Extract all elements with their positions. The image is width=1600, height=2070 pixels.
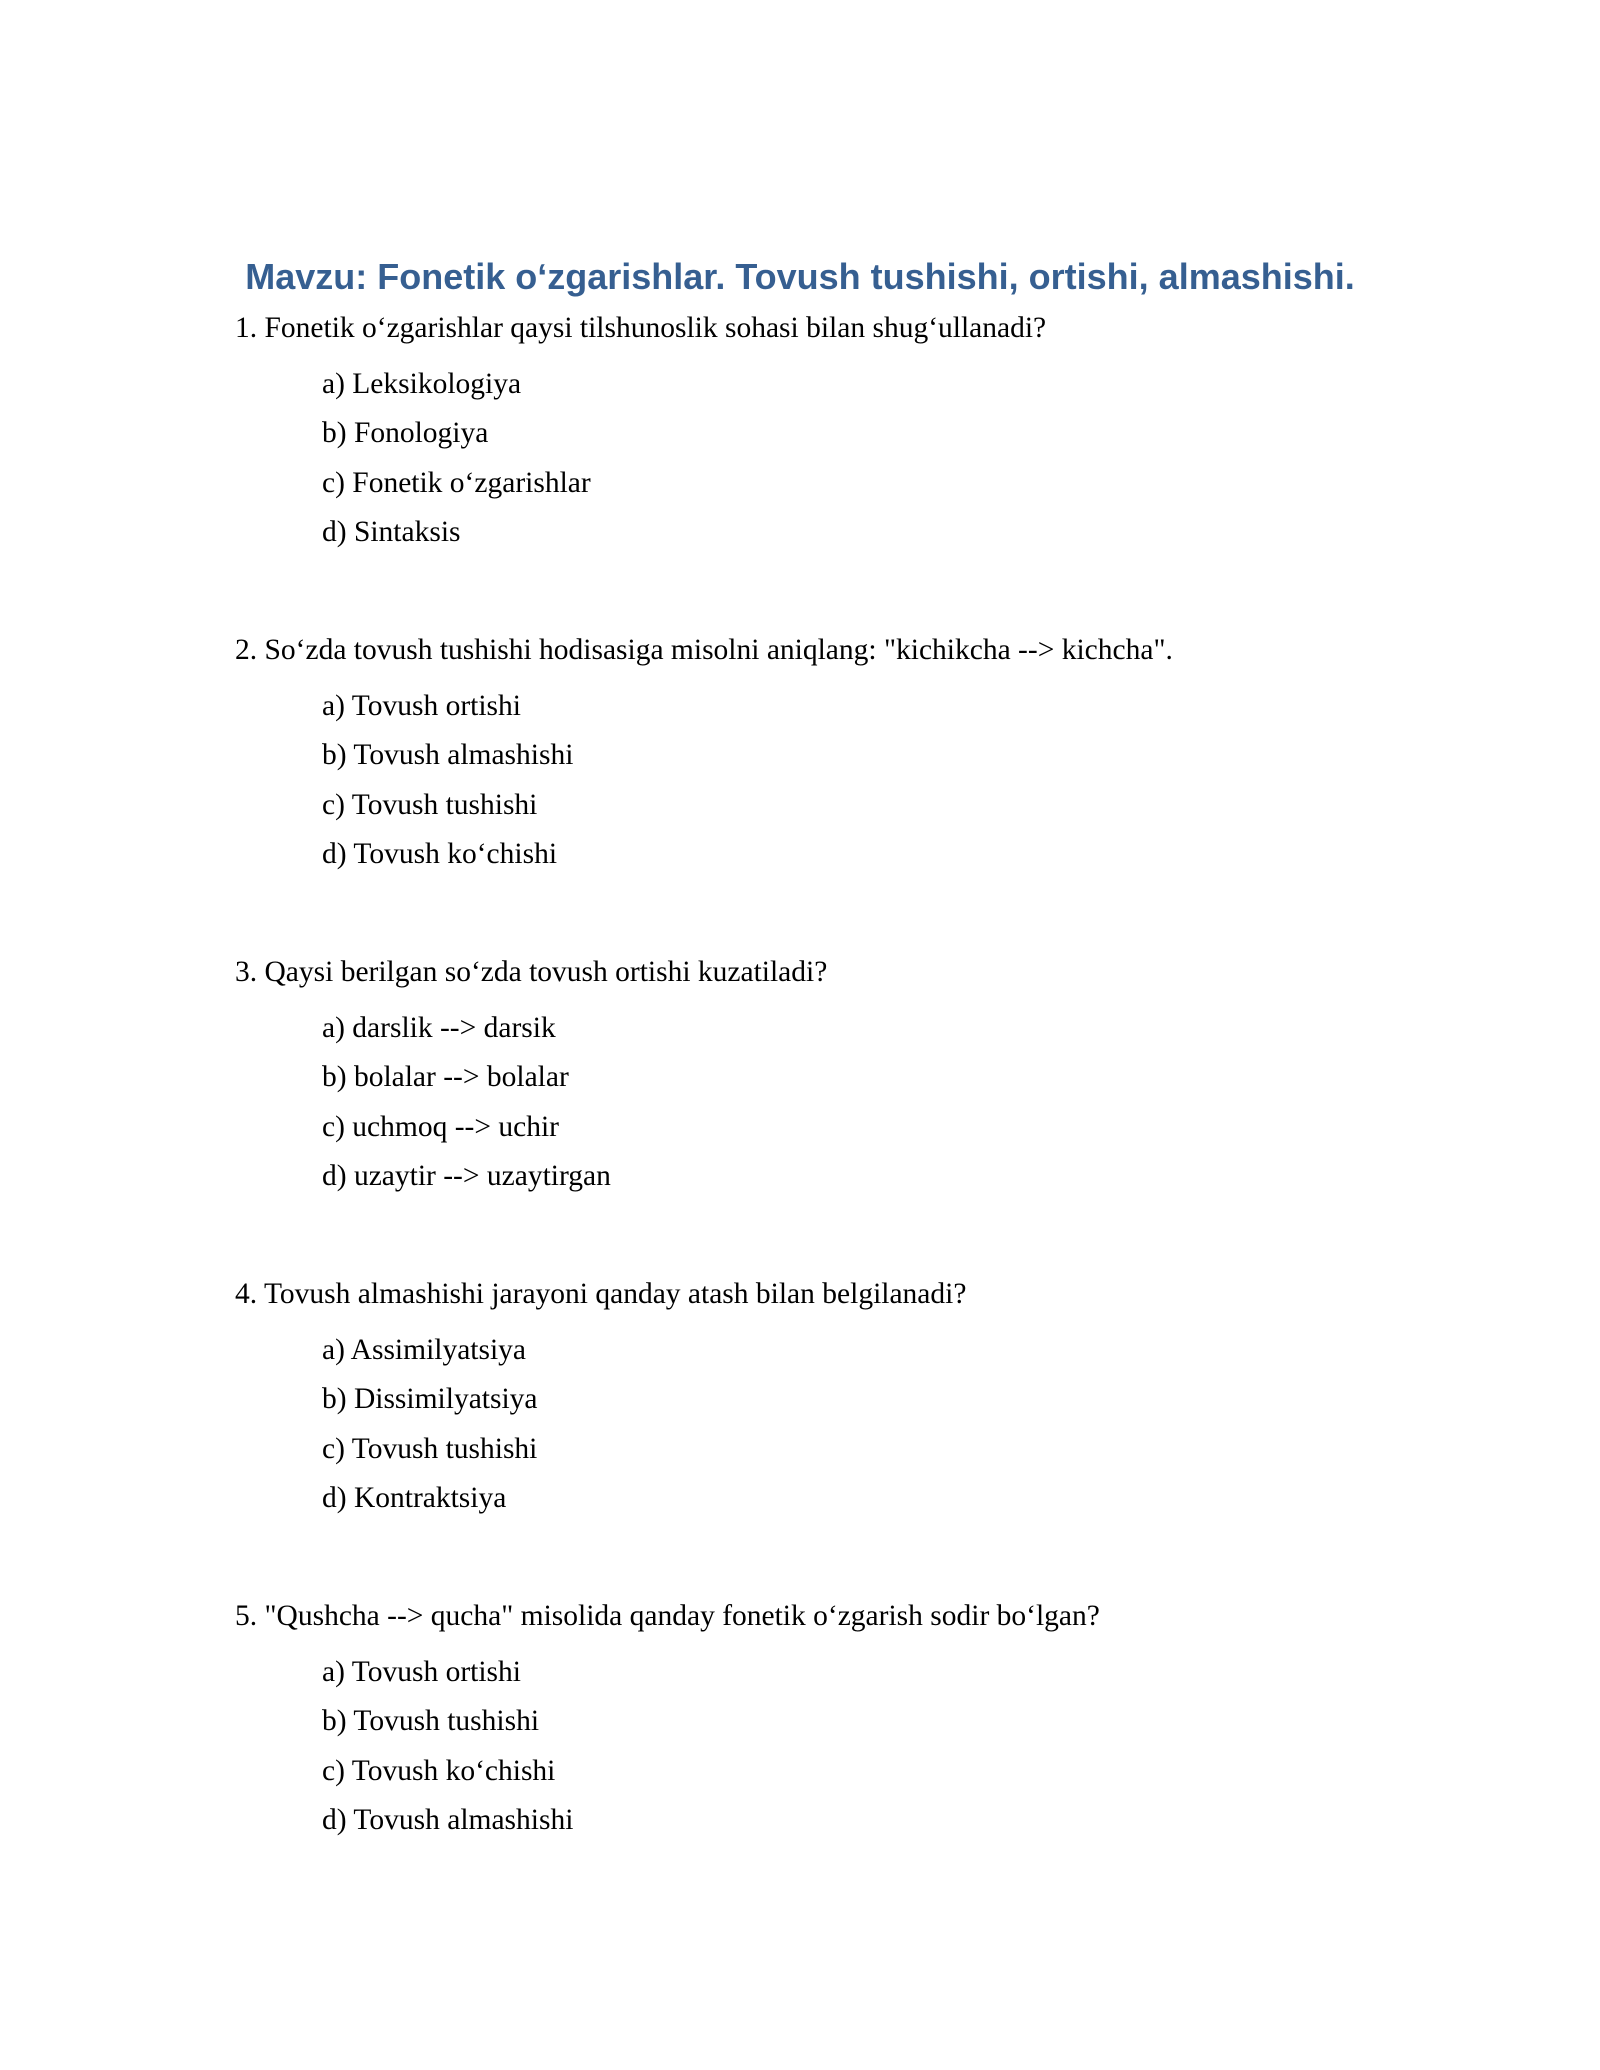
question-text: 2. Soʻzda tovush tushishi hodisasiga misolni aniqlang: "kichikcha --> kichcha".: [235, 634, 1173, 666]
option-c: c) uchmoq --> uchir: [322, 1110, 559, 1143]
option-b: b) Tovush almashishi: [322, 739, 574, 772]
question-text: 5. "Qushcha --> qucha" misolida qanday fonetik oʻzgarish sodir boʻlgan?: [235, 1600, 1100, 1632]
question-1: [235, 308, 1435, 561]
question-2: [235, 630, 1435, 883]
option-c: c) Tovush tushishi: [322, 788, 538, 821]
option-b: b) Fonologiya: [322, 417, 489, 450]
option-list: [322, 1330, 1435, 1527]
option-a: a) Leksikologiya: [322, 368, 522, 400]
option-a: a) Tovush ortishi: [322, 1656, 521, 1688]
question-text: 4. Tovush almashishi jarayoni qanday atash bilan belgilanadi?: [235, 1278, 967, 1310]
option-c: c) Tovush tushishi: [322, 1432, 538, 1465]
option-d: d) Tovush almashishi: [322, 1803, 574, 1836]
question-3: [235, 952, 1435, 1205]
question-text: 1. Fonetik oʻzgarishlar qaysi tilshunoslik sohasi bilan shugʻullanadi?: [235, 312, 1047, 344]
option-a: a) darslik --> darsik: [322, 1012, 556, 1044]
option-d: d) Tovush koʻchishi: [322, 837, 558, 870]
document-title: Mavzu: Fonetik oʻzgarishlar. Tovush tushishi, ortishi, almashishi.: [245, 256, 1355, 297]
option-list: [322, 686, 1435, 883]
option-list: [322, 1652, 1435, 1849]
option-b: b) Tovush tushishi: [322, 1705, 540, 1738]
option-d: d) uzaytir --> uzaytirgan: [322, 1159, 611, 1192]
option-b: b) bolalar --> bolalar: [322, 1061, 569, 1094]
question-text: 3. Qaysi berilgan soʻzda tovush ortishi kuzatiladi?: [235, 956, 828, 988]
option-a: a) Assimilyatsiya: [322, 1334, 527, 1366]
option-list: [322, 364, 1435, 561]
option-d: d) Kontraktsiya: [322, 1481, 507, 1514]
option-c: c) Fonetik oʻzgarishlar: [322, 466, 591, 499]
option-a: a) Tovush ortishi: [322, 690, 521, 722]
option-d: d) Sintaksis: [322, 515, 461, 548]
option-b: b) Dissimilyatsiya: [322, 1383, 538, 1416]
question-5: [235, 1596, 1435, 1849]
option-c: c) Tovush koʻchishi: [322, 1754, 556, 1787]
option-list: [322, 1008, 1435, 1205]
question-4: [235, 1274, 1435, 1527]
